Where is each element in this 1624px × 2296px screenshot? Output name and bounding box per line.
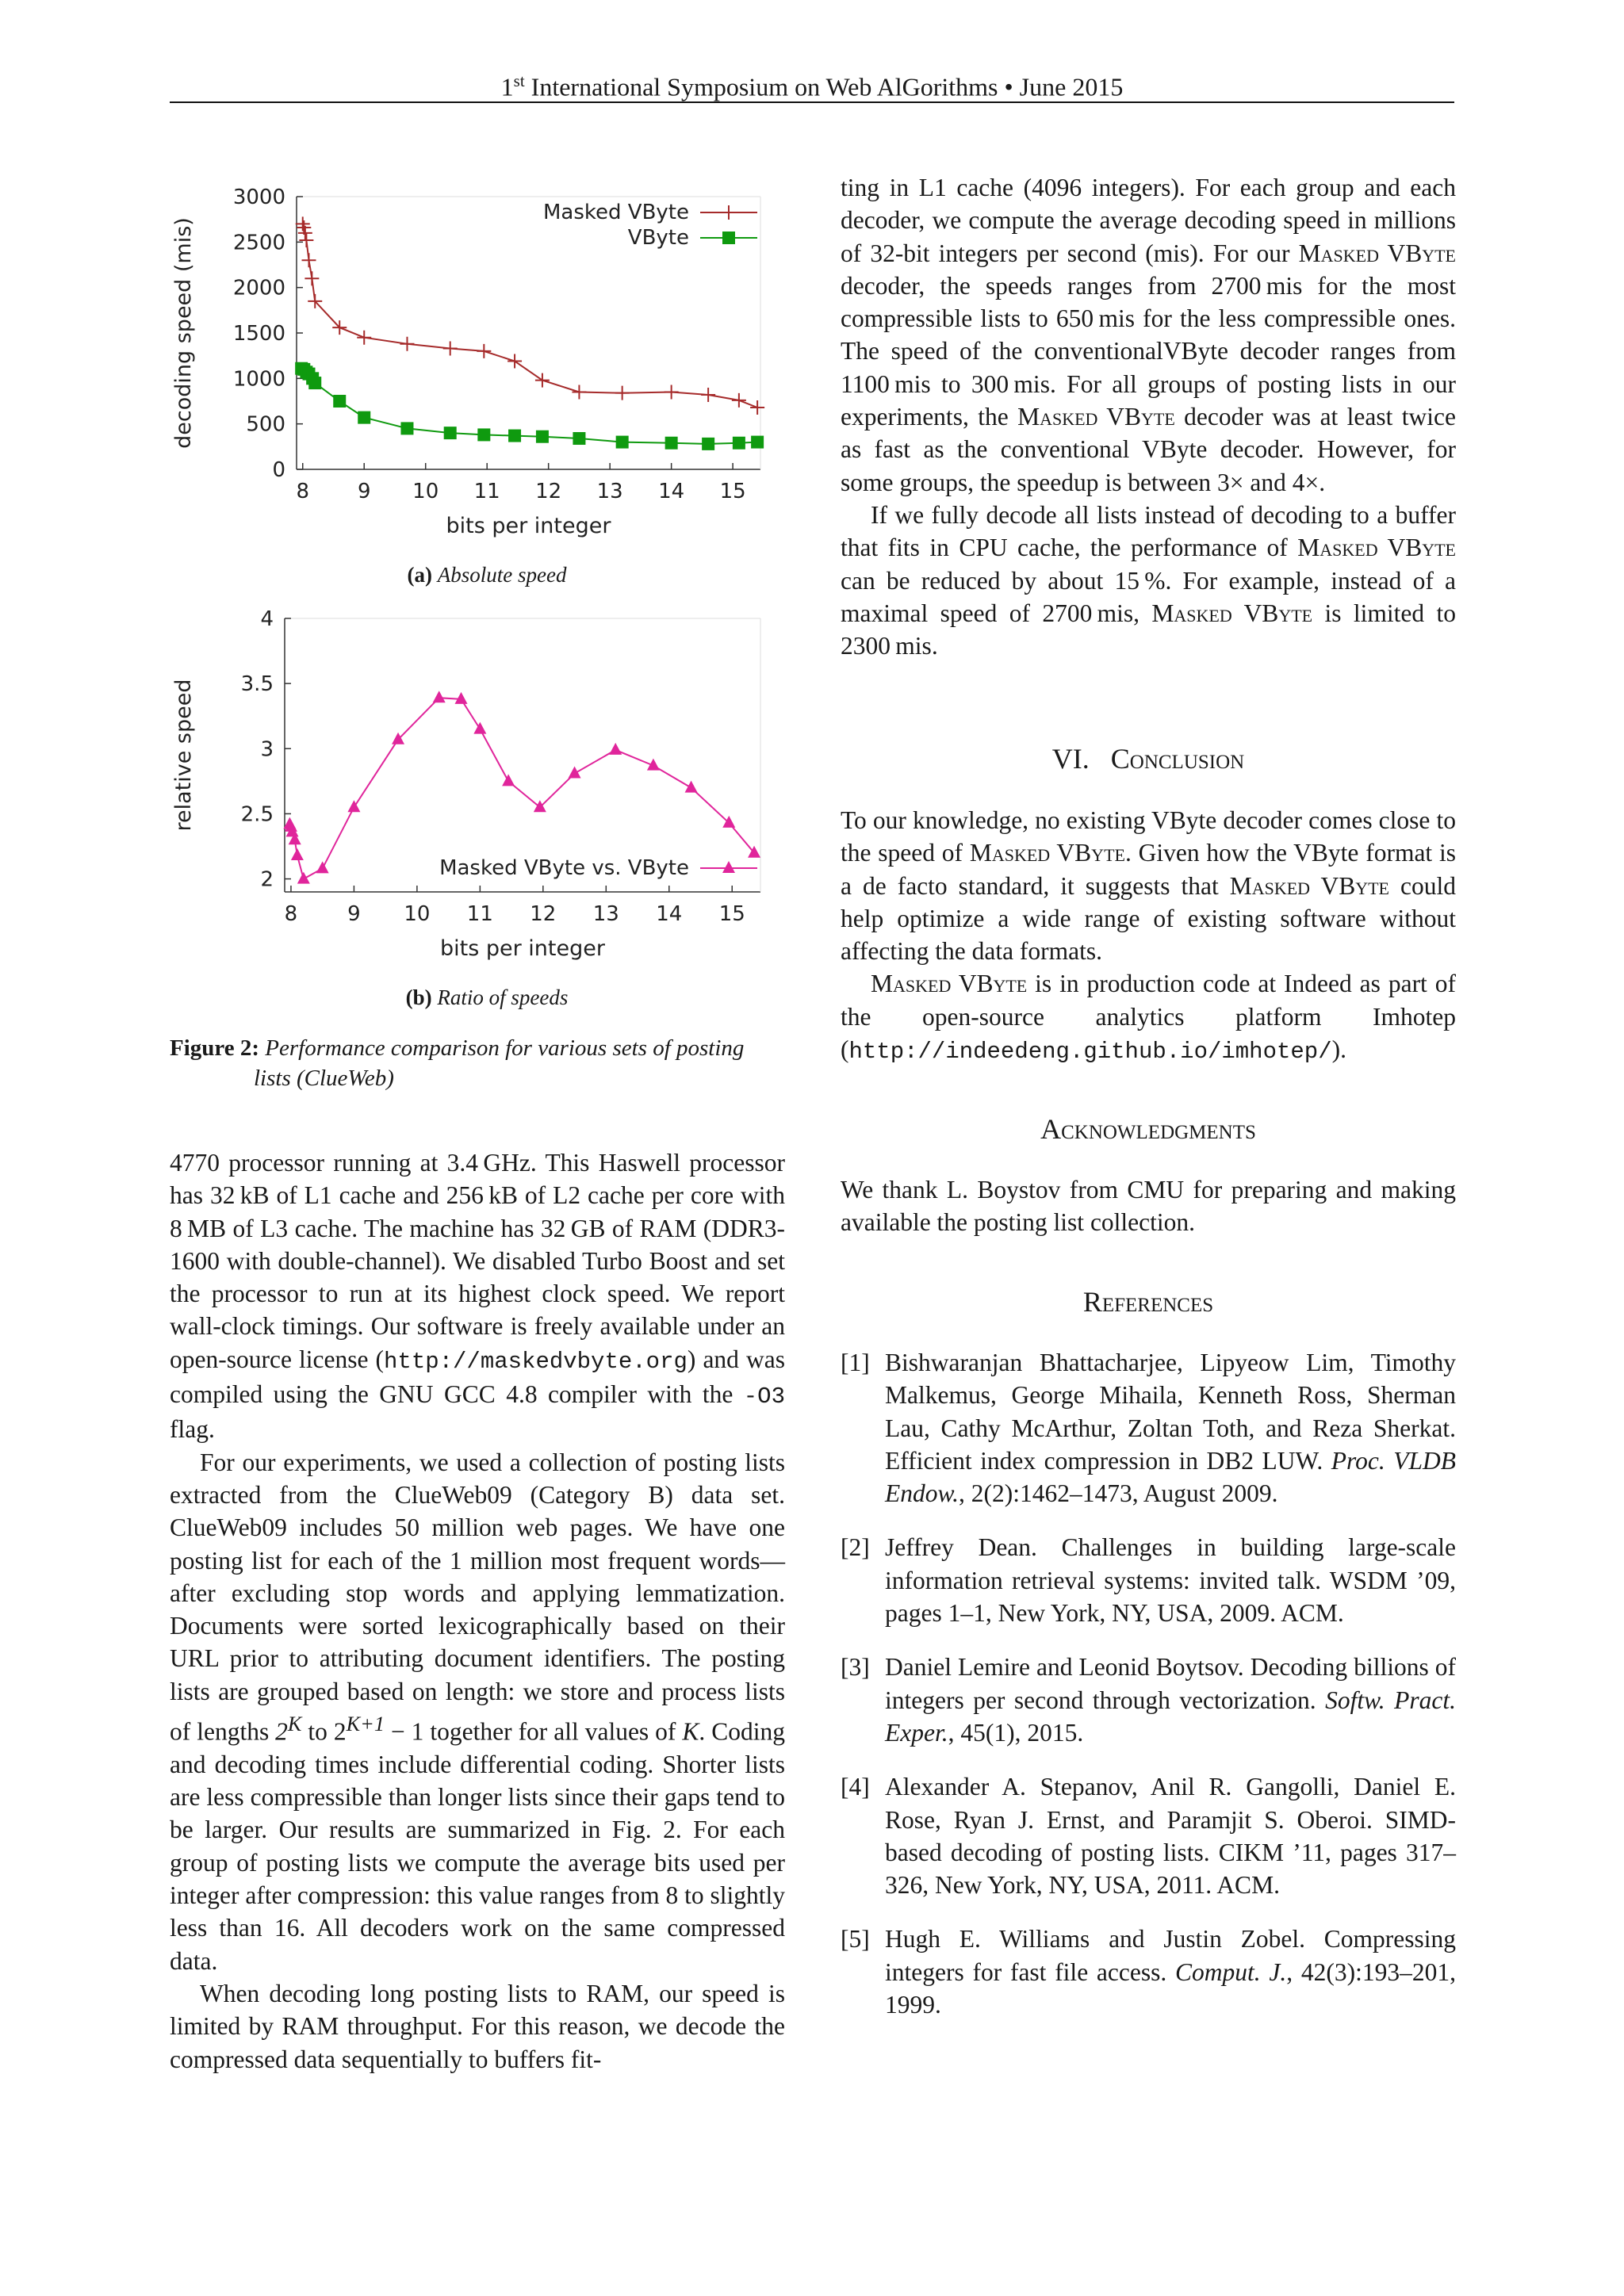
x-tick-label: 15 <box>719 480 746 503</box>
section-title-conclusion: VI. Conclusion <box>1051 743 1245 775</box>
legend-label-0-0: Masked VByte <box>542 201 689 224</box>
data-point-1-0 <box>473 722 486 734</box>
data-point-1-0 <box>609 743 622 755</box>
reference-item: [1] Bishwaranjan Bhattacharjee, Lipyeow Lim, Timothy Malkemus, George Mihaila, Kenneth Ross, Sherman Lau, Cathy McArthur, Zoltan Toth, and Reza Sherkat. Efficient index compression in DB2 LUW. Proc. VLDB Endow., 2(2):1462–1473, August 2009. <box>841 1349 1457 1508</box>
paragraph-full-decode: If we fully decode all lists instead of decoding to a buffer that fits in CPU cache, the performance of Masked VByte can be reduced by about 15 %. For example, instead of a maximal speed of 2700 mis, Masked VByte is limited to 2300 mis. <box>841 500 1456 660</box>
figure-caption-line2: lists (ClueWeb) <box>254 1066 394 1091</box>
x-axis-label: bits per integer <box>440 936 605 961</box>
data-point-0-1 <box>333 395 346 408</box>
subcaption-a-label: (a) <box>407 563 432 587</box>
data-point-0-1 <box>444 427 457 439</box>
subcaption-a <box>170 561 804 588</box>
running-header <box>170 63 1454 105</box>
data-point-0-1 <box>400 422 413 434</box>
conclusion-text <box>841 804 1456 1068</box>
y-tick-label: 4 <box>260 607 274 631</box>
x-tick-label: 10 <box>404 902 431 926</box>
data-point-0-0 <box>477 344 491 358</box>
subcaption-a-text: Absolute speed <box>437 563 567 587</box>
figure-label: Figure 2: <box>170 1035 260 1061</box>
y-tick-label: 3.5 <box>240 672 274 697</box>
reference-item: [4] Alexander A. Stepanov, Anil R. Gangolli, Daniel E. Rose, Ryan J. Ernst, and Paramjit S. Oberoi. SIMD-based decoding of posting lists. CIKM ’11, pages 317–326, New York, NY, USA, 2011. ACM. <box>841 1773 1456 1900</box>
y-tick-label: 2000 <box>232 276 285 300</box>
right-column-text <box>841 171 1456 662</box>
section-title-acknowledgments: Acknowledgments <box>1040 1113 1256 1145</box>
data-point-0-0 <box>615 386 630 400</box>
subcaption-b <box>170 984 804 1011</box>
data-point-1-0 <box>347 800 360 812</box>
reference-item: [5] Hugh E. Williams and Justin Zobel. Compressing integers for fast file access. Comput. J., 42(3):193–201, 1999. <box>841 1925 1456 2019</box>
x-tick-label: 9 <box>347 902 361 926</box>
x-tick-label: 13 <box>592 902 619 926</box>
data-point-0-1 <box>477 428 490 441</box>
chart-absolute-speed <box>170 174 804 551</box>
y-tick-label: 2.5 <box>240 802 274 827</box>
paragraph-decoding: When decoding long posting lists to RAM, our speed is limited by RAM throughput. For this reason, we decode the compressed data sequentially to buffers fit- <box>170 1979 785 2073</box>
data-point-1-0 <box>297 872 310 884</box>
x-tick-label: 10 <box>412 480 439 503</box>
data-point-1-0 <box>502 774 515 786</box>
x-axis-label: bits per integer <box>446 514 611 538</box>
paragraph-conclusion-1: To our knowledge, no existing VByte decoder comes close to the speed of Masked VByte. Given how the VByte format is a de facto standard, it suggests that Masked VByte could help optimize a wide range of existing software without affecting the data formats. <box>841 806 1456 966</box>
y-tick-label: 1000 <box>232 367 285 392</box>
y-tick-label: 0 <box>272 458 285 482</box>
data-point-0-1 <box>358 411 370 424</box>
x-tick-label: 12 <box>535 480 562 503</box>
x-tick-label: 14 <box>656 902 683 926</box>
legend-label-1-0: Masked VByte vs. VByte <box>439 856 689 880</box>
header-text: International Symposium on Web AlGorithms • June 2015 <box>524 72 1124 101</box>
data-point-1-0 <box>722 816 735 828</box>
y-tick-label: 500 <box>246 412 285 437</box>
data-point-0-0 <box>357 331 371 345</box>
y-axis-label: decoding speed (mis) <box>171 217 196 449</box>
data-point-0-0 <box>304 271 319 285</box>
acknowledgments-text: We thank L. Boystov from CMU for preparing and making available the posting list collection. <box>841 1176 1456 1237</box>
data-point-0-0 <box>750 400 764 415</box>
series-line-0-0 <box>303 224 757 408</box>
x-tick-label: 13 <box>596 480 623 503</box>
chart-ratio-speed <box>170 601 804 982</box>
data-point-0-0 <box>443 341 458 355</box>
chart-a-svg <box>170 174 804 551</box>
maskedvbyte-url[interactable]: http://maskedvbyte.org <box>384 1348 688 1375</box>
data-point-0-0 <box>301 253 316 267</box>
legend-marker-1-0 <box>722 861 735 873</box>
data-point-0-1 <box>665 437 678 450</box>
reference-item: [3] Daniel Lemire and Leonid Boytsov. Decoding billions of integers per second through vectorization. Softw. Pract. Exper., 45(1), 2015. <box>841 1653 1456 1747</box>
section-title-references: References <box>1082 1286 1214 1318</box>
data-point-0-1 <box>308 377 321 389</box>
imhotep-url[interactable]: http://indeedeng.github.io/imhotep/ <box>848 1039 1332 1066</box>
series-line-0-1 <box>301 369 757 444</box>
subcaption-b-text: Ratio of speeds <box>437 985 569 1009</box>
legend-marker-0-0 <box>722 205 736 220</box>
figure-caption <box>170 1033 804 1093</box>
chart-b-svg <box>170 601 804 982</box>
y-tick-label: 2500 <box>232 231 285 255</box>
x-tick-label: 11 <box>466 902 493 926</box>
data-point-1-0 <box>316 861 329 873</box>
y-tick-label: 3000 <box>232 186 285 209</box>
data-point-0-0 <box>508 354 522 369</box>
data-point-0-0 <box>400 337 414 351</box>
header-sup: st <box>513 71 525 90</box>
data-point-0-1 <box>733 437 745 450</box>
data-point-0-1 <box>536 430 549 443</box>
y-tick-label: 1500 <box>232 322 285 346</box>
data-point-0-0 <box>296 216 310 231</box>
legend-marker-0-1 <box>722 232 735 244</box>
data-point-0-1 <box>702 438 714 450</box>
data-point-1-0 <box>455 692 468 704</box>
left-column-text <box>170 1146 785 2076</box>
paragraph-dataset: For our experiments, we used a collection of posting lists extracted from the ClueWeb09 (Category B) data set. ClueWeb09 includes 50 million web pages. We have one posting list for each of the 1 million most frequent words—after excluding stop words and applying lemmatization. Documents were sorted lexicographically based on their URL prior to attributing document identifiers. The posting lists are grouped based on length: we store and process lists of lengths $2^K$ to $2^{K+1} - 1$ together for all values of K. Coding and decoding times include differential coding. Shorter lists are less compressible than longer lists since their gaps tend to be larger. Our results are summarized in Fig. 2. For each group of posting lists we compute the average bits used per integer after compression: this value ranges from 8 to slightly less than 16. All decoders work on the same compressed data. <box>170 1448 785 1975</box>
reference-list <box>841 1346 1456 2042</box>
paragraph-results: ting in L1 cache (4096 integers). For each group and each decoder, we compute the average decoding speed in millions of 32-bit integers per second (mis). For our Masked VByte decoder, the speeds ranges from 2700 mis for the most compressible lists to 650 mis for the less compressible ones. The speed of the conventionalVByte decoder ranges from 1100 mis to 300 mis. For all groups of posting lists in our experiments, the Masked VByte decoder was at least twice as fast as the conventional VByte decoder. However, for some groups, the speedup is between 3× and 4×. <box>841 174 1457 496</box>
x-tick-label: 9 <box>357 480 371 503</box>
data-point-0-0 <box>732 393 746 408</box>
subcaption-b-label: (b) <box>405 985 432 1009</box>
compiler-flag: -O3 <box>743 1383 785 1410</box>
x-tick-label: 11 <box>473 480 500 503</box>
data-point-1-0 <box>569 767 581 779</box>
header-rule <box>170 101 1454 103</box>
reference-item: [2] Jeffrey Dean. Challenges in building large-scale information retrieval systems: invited talk. WSDM ’09, pages 1–1, New York, NY, USA, 2009. ACM. <box>841 1533 1456 1628</box>
data-point-1-0 <box>685 781 698 793</box>
series-line-1-0 <box>289 698 754 878</box>
paragraph-setup: 4770 processor running at 3.4 GHz. This Haswell processor has 32 kB of L1 cache and 256 kB of L2 cache per core with 8 MB of L3 cache. The machine has 32 GB of RAM (DDR3-1600 with double-channel). We disabled Turbo Boost and set the processor to run at its highest clock speed. We report wall-clock timings. Our software is freely available under an open-source license (http://maskedvbyte.org) and was compiled using the GNU GCC 4.8 compiler with the -O3 flag. <box>170 1149 785 1444</box>
data-point-0-1 <box>573 432 585 445</box>
paragraph-conclusion-2: Masked VByte is in production code at Indeed as part of the open-source analytics platform Imhotep (http://indeedeng.github.io/imhotep/). <box>841 970 1456 1066</box>
x-tick-label: 14 <box>658 480 685 503</box>
data-point-0-0 <box>701 388 715 402</box>
data-point-0-1 <box>616 436 629 449</box>
header-num: 1 <box>500 72 514 101</box>
data-point-0-0 <box>572 385 586 400</box>
data-point-0-1 <box>751 436 764 449</box>
y-tick-label: 2 <box>260 867 274 892</box>
data-point-0-0 <box>535 373 550 388</box>
data-point-1-0 <box>433 691 446 702</box>
x-tick-label: 15 <box>718 902 745 926</box>
figure-caption-line1: Performance comparison for various sets of posting <box>265 1035 745 1061</box>
y-tick-label: 3 <box>260 737 274 762</box>
data-point-0-1 <box>508 430 521 442</box>
data-point-0-0 <box>665 385 679 400</box>
x-tick-label: 8 <box>296 480 310 503</box>
x-tick-label: 8 <box>284 902 298 926</box>
x-tick-label: 12 <box>530 902 557 926</box>
legend-label-0-1: VByte <box>627 226 689 250</box>
y-axis-label: relative speed <box>171 679 196 832</box>
data-point-1-0 <box>291 848 304 860</box>
data-point-0-0 <box>299 233 313 247</box>
